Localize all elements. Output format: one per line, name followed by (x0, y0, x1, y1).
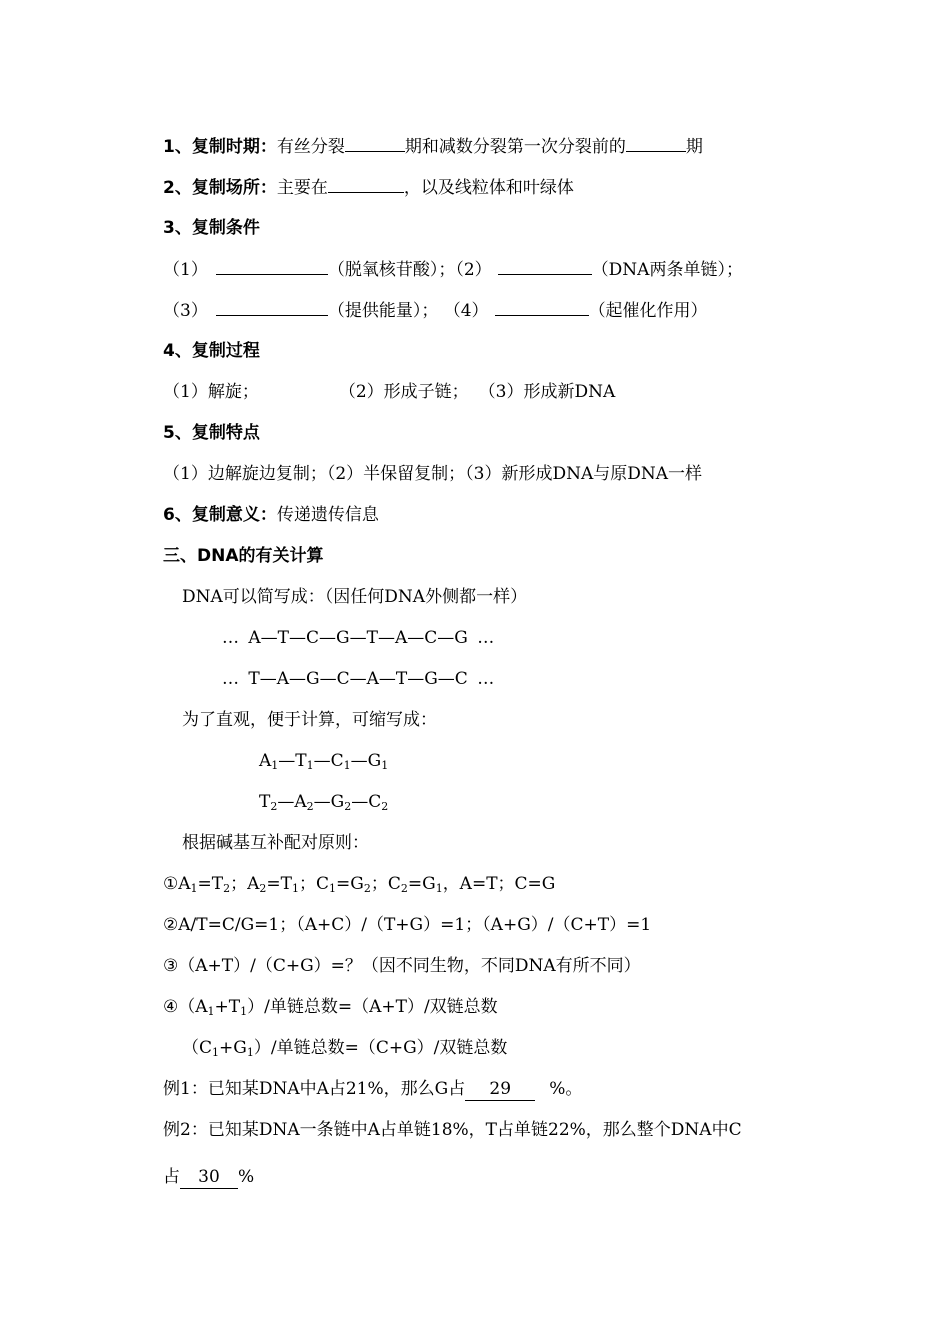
rule-4-a: $④(A_1+T_1)/$单链总数=（A+T）/双链总数 (163, 997, 498, 1018)
rule-2: ②A/T=C/G=1；（A+C）/（T+G）=1；（A+G）/（C+T）=1 (163, 915, 652, 935)
section-replication-period: 1、复制时期：有丝分裂 期和减数分裂第一次分裂前的 期 (163, 137, 703, 157)
fill-blank[interactable] (498, 258, 592, 275)
rule-1: $①A_1=T_2$；$A_2=T_1$；$C_1=G_2$；$C_2=G_1$，A=T；C=G (163, 874, 556, 895)
example-2-continued: 占 30 % (163, 1167, 255, 1187)
section-replication-features: 5、复制特点 (163, 423, 260, 443)
fill-blank[interactable] (626, 135, 686, 152)
fill-blank[interactable] (328, 176, 404, 193)
example-2-answer: 30 (180, 1166, 238, 1189)
abbrev-strand-2: $T_2—A_2—G_2—C_2$ (259, 792, 389, 813)
heading-dna-calculation: 三、DNA的有关计算 (163, 546, 324, 566)
section-replication-significance: 6、复制意义：传递遗传信息 (163, 505, 379, 525)
section-replication-process: 4、复制过程 (163, 341, 260, 361)
abbreviation-intro: 为了直观，便于计算，可缩写成： (182, 710, 437, 730)
features-text: （1）边解旋边复制；（2）半保留复制；（3）新形成DNA与原DNA一样 (163, 464, 703, 484)
conditions-row-2: （3） （提供能量）； （4） （起催化作用） (163, 301, 708, 321)
fill-blank[interactable] (216, 258, 328, 275)
abbrev-strand-1: $A_1—T_1—C_1—G_1$ (259, 751, 389, 772)
section-replication-site: 2、复制场所：主要在 ，以及线粒体和叶绿体 (163, 178, 574, 198)
fill-blank[interactable] (216, 299, 328, 316)
section-label: 1、复制时期： (163, 137, 277, 157)
conditions-row-1: （1） （脱氧核苷酸）；（2） （DNA两条单链）； (163, 260, 743, 280)
process-steps: （1）解旋； （2）形成子链； （3）形成新DNA (163, 382, 616, 402)
example-2: 例2：已知某DNA一条链中A占单链18%，T占单链22%，那么整个DNA中C (163, 1120, 742, 1140)
example-1-answer: 29 (465, 1078, 535, 1101)
section-label: 2、复制场所： (163, 178, 277, 198)
strand-sequence-2: … T—A—G—C—A—T—G—C … (222, 669, 495, 689)
fill-blank[interactable] (495, 299, 589, 316)
section-label: 6、复制意义： (163, 505, 277, 525)
strand-sequence-1: … A—T—C—G—T—A—C—G … (222, 628, 495, 648)
rule-intro: 根据碱基互补配对原则： (182, 833, 369, 853)
rule-4-b: $(C_1+G_1)/$单链总数=（C+G）/双链总数 (182, 1038, 508, 1059)
intro-text: DNA可以简写成：（因任何DNA外侧都一样） (182, 587, 528, 607)
rule-3: ③（A+T）/（C+G）=？（因不同生物，不同DNA有所不同） (163, 956, 641, 976)
section-replication-conditions: 3、复制条件 (163, 218, 260, 238)
fill-blank[interactable] (345, 135, 405, 152)
example-1: 例1：已知某DNA中A占21%，那么G占 29 %。 (163, 1079, 583, 1099)
